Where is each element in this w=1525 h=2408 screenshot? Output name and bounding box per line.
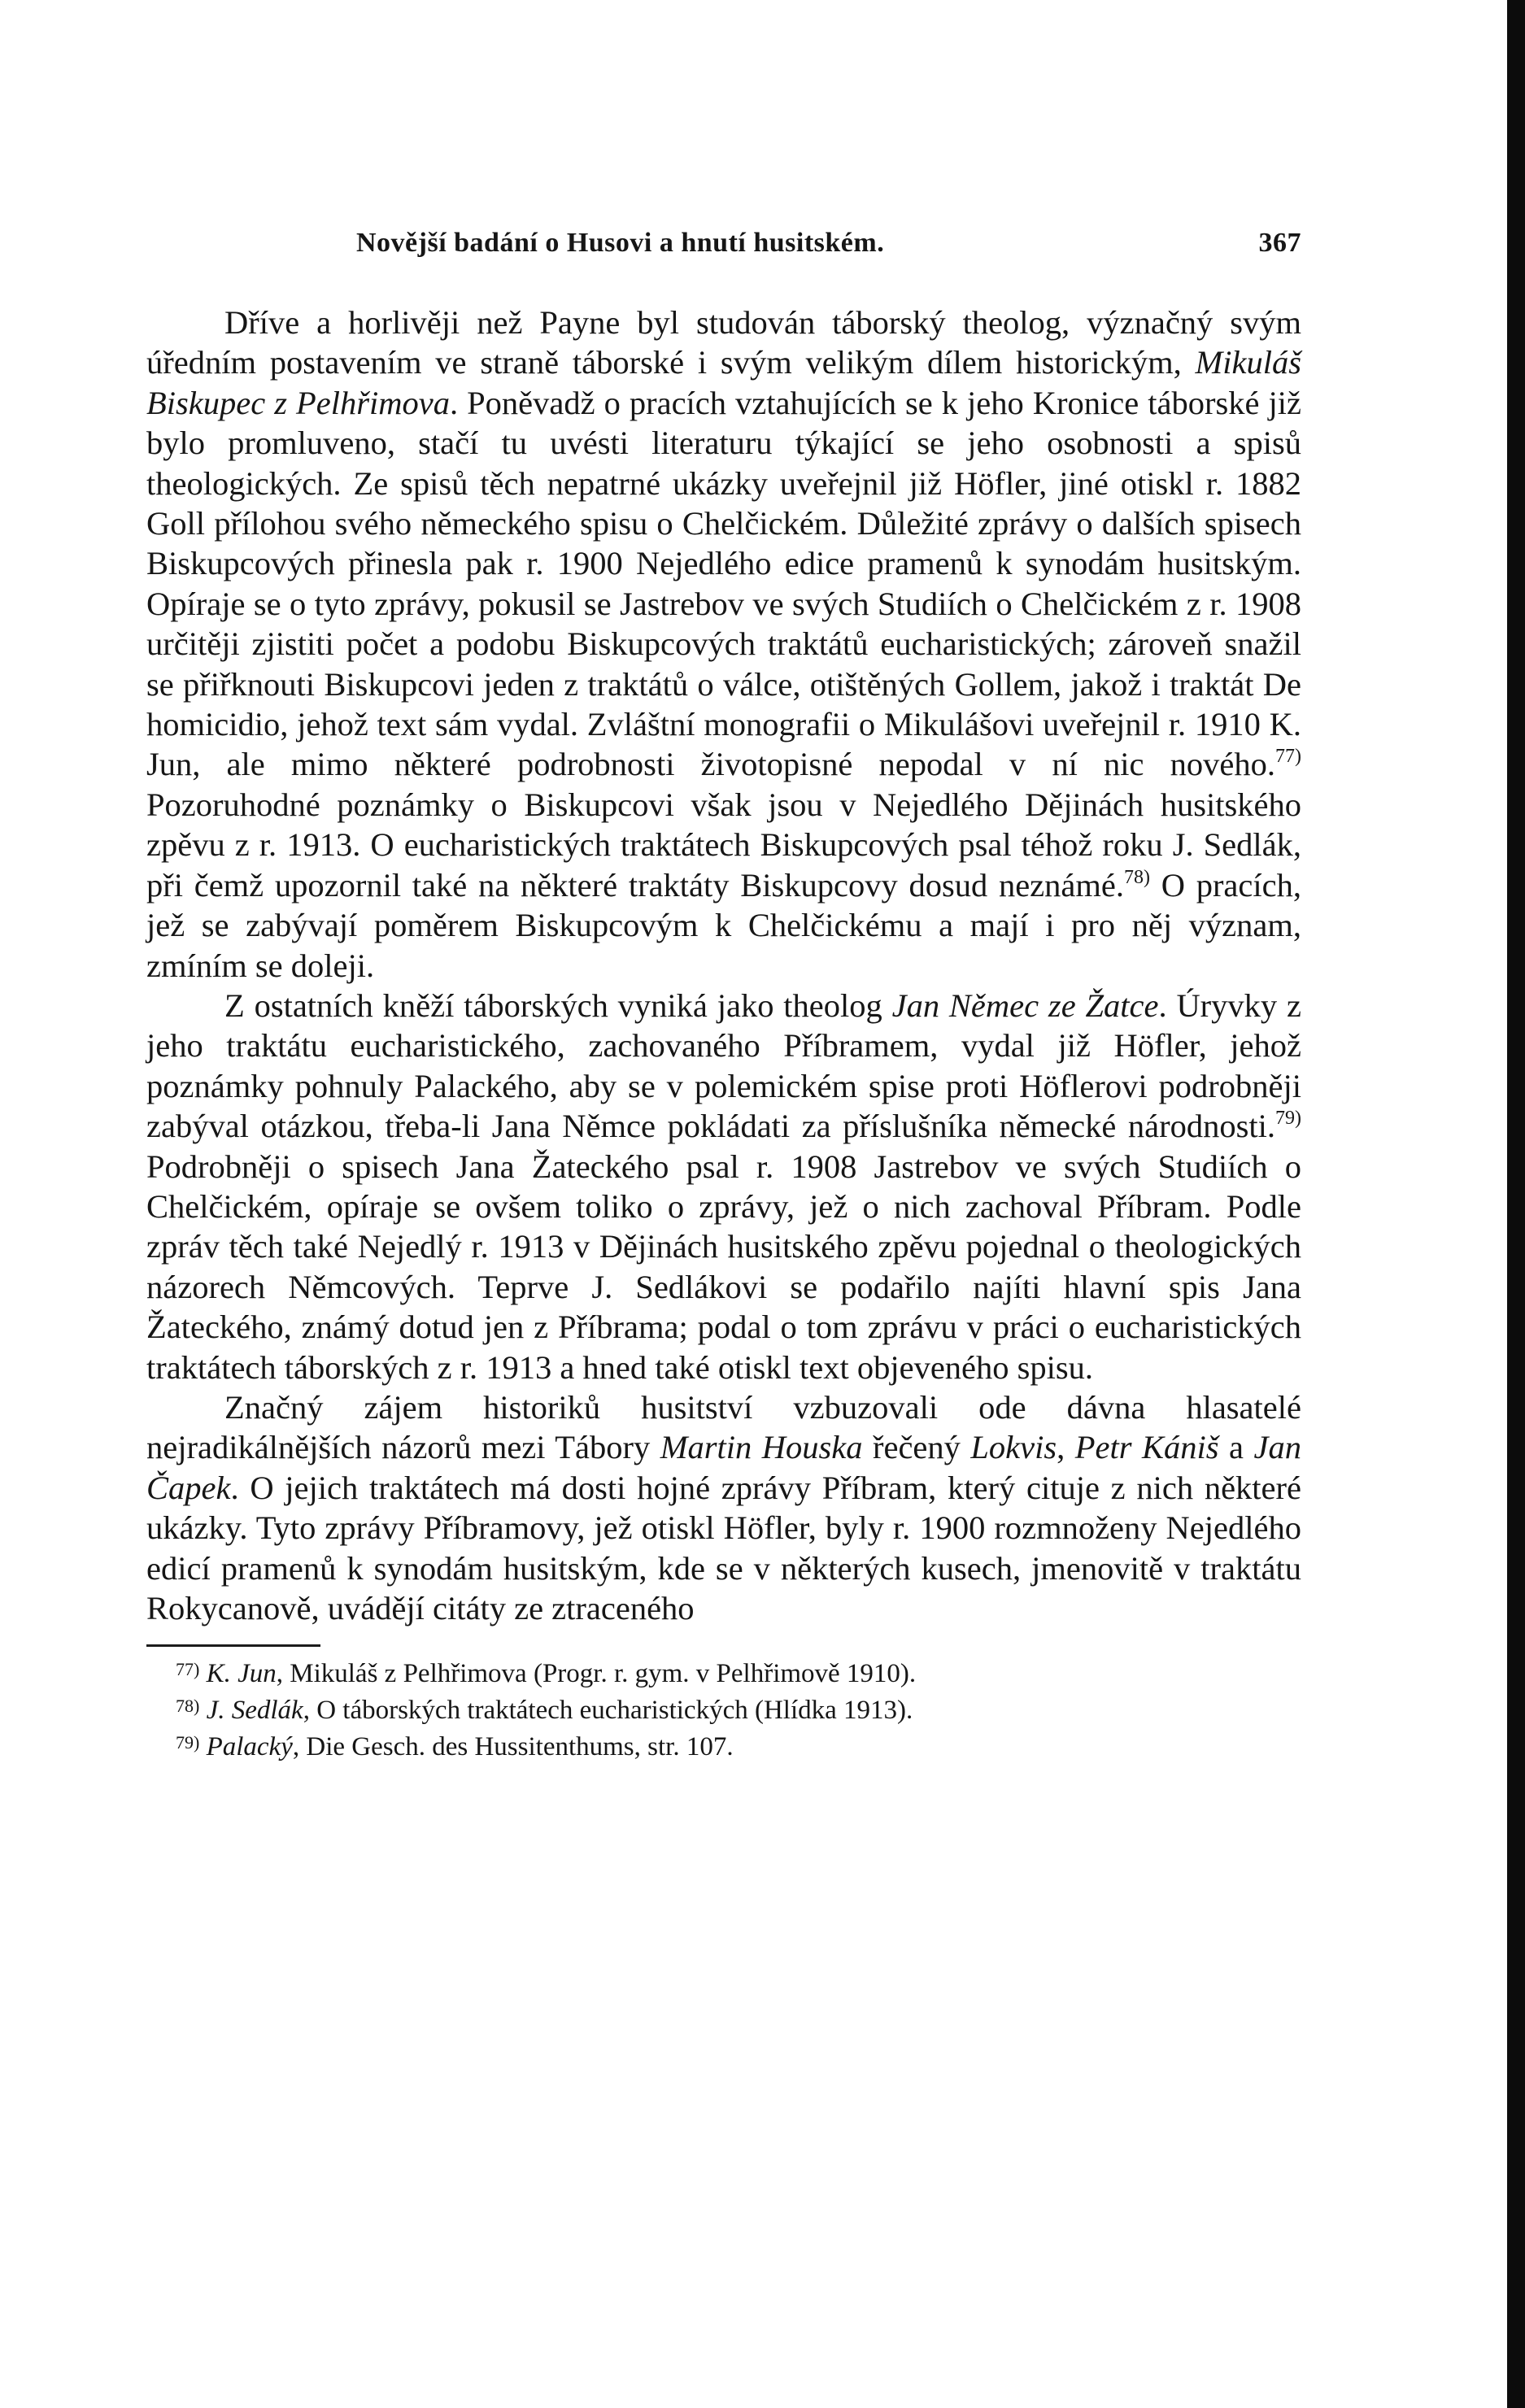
footnote-number: 79) — [176, 1732, 200, 1753]
text-run: Pozoruhodné poznámky o Biskupcovi však jsou v Nejedlého Dějinách husitského zpěvu z r. 1913. O eucharistických traktátech Biskupcových psal téhož roku J. Sedlák, při čemž upozornil také na některé traktáty Biskupcovy dosud neznámé. — [146, 786, 1301, 904]
page-edge-bar — [1507, 0, 1525, 2408]
footnote-reference: 79) — [1275, 1108, 1301, 1130]
footnotes — [146, 1644, 1301, 1763]
footnote-author: Palacký — [206, 1732, 293, 1762]
paragraph — [146, 986, 1301, 1387]
text-run: Z ostatních kněží táborských vyniká jako theolog — [224, 986, 892, 1024]
text-run: . O jejich traktátech má dosti hojné zprávy Příbram, který cituje z nich některé ukázky. Tyto zprávy Příbramovy, jež otiskl Höfler, byly r. 1900 rozmnoženy Nejedlého edicí pramenů k synodám husitským, kde se v některých kusech, jmenovitě v traktátu Rokycanově, uvádějí citáty ze ztraceného — [146, 1469, 1301, 1626]
italic-name: Jan Čapek — [146, 1429, 1301, 1506]
italic-name: Mikuláš Biskupec z Pelhřimova — [146, 344, 1301, 421]
footnote-text: , Mikuláš z Pelhřimova (Progr. r. gym. v Pelhřimově 1910). — [276, 1659, 917, 1689]
footnote-text: , Die Gesch. des Hussitenthums, str. 107. — [292, 1732, 734, 1762]
text-run: O pracích, jež se zabývají poměrem Biskupcovým k Chelčickému a mají i pro něj význam, zmíním se doleji. — [146, 866, 1301, 984]
text-run: . Poněvadž o pracích vztahujících se k jeho Kronice táborské již bylo promluveno, stačí tu uvésti literaturu týkající se jeho osobnosti a spisů theologických. Ze spisů těch nepatrné ukázky uveřejnil již Höfler, jiné otiskl r. 1882 Goll přílohou svého německého spisu o Chelčickém. Důležité zprávy o dalších spisech Biskupcových přinesla pak r. 1900 Nejedlého edice pramenů k synodám husitským. Opíraje se o tyto zprávy, pokusil se Jastrebov ve svých Studiích o Chelčickém z r. 1908 určitěji zjistiti počet a podobu Biskupcových traktátů eucharistických; zároveň snažil se přiřknouti Biskupcovi jeden z traktátů o válce, otištěných Gollem, jakož i traktát De homicidio, jehož text sám vydal. Zvláštní monografii o Mikulášovi uveřejnil r. 1910 K. Jun, ale mimo některé podrobnosti životopisné nepodal v ní nic nového. — [146, 384, 1301, 783]
running-head-title: Novější badání o Husovi a hnutí husitském. — [356, 228, 885, 258]
italic-name: Lokvis — [970, 1429, 1057, 1466]
italic-name: Petr Kániš — [1074, 1429, 1219, 1466]
footnote-reference: 78) — [1124, 866, 1150, 888]
footnote-reference: 77) — [1275, 746, 1301, 768]
italic-name: Jan Němec ze Žatce — [891, 986, 1159, 1024]
body-text — [146, 303, 1301, 1628]
paragraph — [146, 1387, 1301, 1628]
footnote-number: 77) — [176, 1659, 200, 1680]
footnote-text: , O táborských traktátech eucharistických (Hlídka 1913). — [303, 1696, 913, 1726]
italic-name: Martin Houska — [660, 1429, 863, 1466]
text-run: , — [1057, 1429, 1075, 1466]
text-run: řečený — [862, 1429, 971, 1466]
footnote-author: J. Sedlák — [206, 1696, 303, 1726]
running-head — [146, 228, 1301, 268]
text-run: Značný zájem historiků husitství vzbuzovali ode dávna hlasatelé nejradikálnějších názorů mezi Tábory — [146, 1388, 1301, 1466]
footnote-list — [146, 1653, 1301, 1763]
book-page — [146, 228, 1301, 1763]
text-run: . Úryvky z jeho traktátu eucharistického, zachovaného Příbramem, vydal již Höfler, jehož poznámky pohnuly Palackého, aby se v polemickém spise proti Höflerovi podrobněji zabýval otázkou, třeba-li Jana Němce pokládati za příslušníka německé národnosti. — [146, 986, 1301, 1145]
footnote — [146, 1690, 1301, 1727]
page-number: 367 — [1258, 228, 1301, 258]
footnote-number: 78) — [176, 1696, 200, 1717]
text-run: a — [1218, 1429, 1254, 1466]
paragraph — [146, 303, 1301, 986]
footnote — [146, 1653, 1301, 1690]
text-run: Dříve a horlivěji než Payne byl studován táborský theolog, význačný svým úředním postavením ve straně táborské i svým velikým dílem historickým, — [146, 304, 1301, 381]
footnote-author: K. Jun — [206, 1659, 277, 1689]
text-run: Podrobněji o spisech Jana Žateckého psal r. 1908 Jastrebov ve svých Studiích o Chelčickém, opíraje se ovšem toliko o zprávy, jež o nich zachoval Příbram. Podle zpráv těch také Nejedlý r. 1913 v Dějinách husitského zpěvu pojednal o theologických názorech Němcových. Teprve J. Sedlákovi se podařilo najíti hlavní spis Jana Žateckého, známý dotud jen z Příbrama; podal o tom zprávu v práci o eucharistických traktátech táborských z r. 1913 a hned také otiskl text objeveného spisu. — [146, 1147, 1301, 1386]
footnote — [146, 1727, 1301, 1763]
footnote-rule — [146, 1644, 320, 1647]
